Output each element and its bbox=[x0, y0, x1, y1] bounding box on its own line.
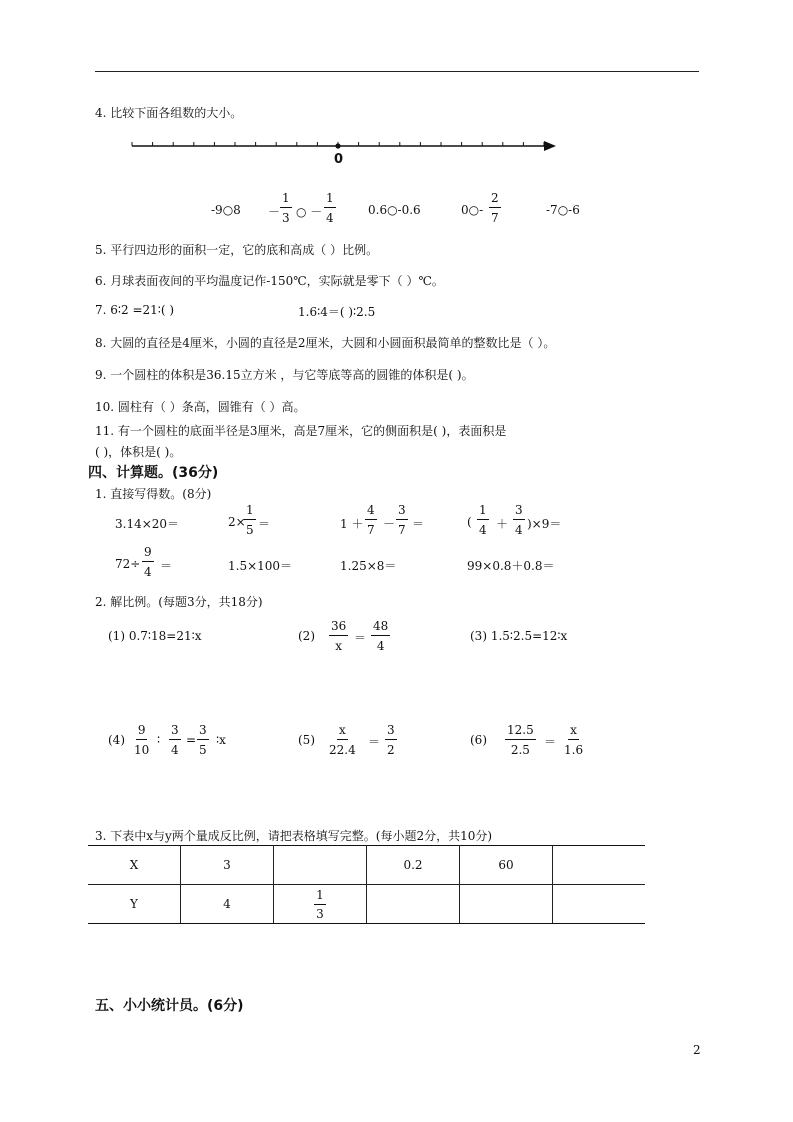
proportion-4-colon: ∶ bbox=[157, 733, 161, 747]
fraction: $\frac{1}{4}$ bbox=[326, 191, 334, 225]
fraction: $\frac{4}{7}$ bbox=[367, 503, 375, 537]
q4-title: 4. 比较下面各组数的大小。 bbox=[95, 106, 243, 120]
section5-title: 五、小小统计员。(6分) bbox=[95, 998, 244, 1014]
table-cell bbox=[274, 885, 367, 924]
fraction: $\frac{9}{4}$ bbox=[144, 545, 152, 579]
calc-d-pre: ( bbox=[467, 515, 472, 529]
compare-b-minus: － bbox=[268, 205, 281, 219]
proportion-5-eq: ＝ bbox=[368, 735, 381, 749]
table-cell: X bbox=[88, 846, 181, 885]
fraction: $\frac{1}{4}$ bbox=[479, 503, 487, 537]
compare-e: -7○-6 bbox=[546, 203, 580, 217]
fraction: $\frac{x}{1.6}$ bbox=[564, 723, 584, 757]
q5: 5. 平行四边形的面积一定，它的底和高成（ ）比例。 bbox=[95, 243, 379, 257]
fraction: $\frac{1}{3}$ bbox=[316, 888, 324, 921]
compare-b-mid: ○ － bbox=[296, 205, 323, 219]
fraction: $\frac{3}{4}$ bbox=[171, 723, 179, 757]
compare-c: 0.6○-0.6 bbox=[368, 203, 421, 217]
table-row bbox=[88, 846, 645, 885]
fraction: $\frac{3}{4}$ bbox=[515, 503, 523, 537]
proportion-2-label: (2) bbox=[298, 629, 315, 643]
proportion-6-eq: ＝ bbox=[544, 735, 557, 749]
page-number: 2 bbox=[693, 1043, 701, 1057]
table-cell: 3 bbox=[181, 846, 274, 885]
fraction: $\frac{3}{5}$ bbox=[199, 723, 207, 757]
section4-title: 四、计算题。(36分) bbox=[88, 465, 219, 481]
calc-e-pre: 72÷ bbox=[115, 557, 141, 571]
table-cell bbox=[367, 885, 460, 924]
calc-h: 99×0.8＋0.8＝ bbox=[467, 559, 555, 573]
calc-b-pre: 2× bbox=[228, 515, 246, 529]
table-cell: 60 bbox=[460, 846, 553, 885]
proportion-4-eq: = bbox=[186, 733, 197, 747]
fraction: $\frac{36}{x}$ bbox=[331, 619, 347, 653]
q11-line1: 11. 有一个圆柱的底面半径是3厘米，高是7厘米，它的侧面积是( )，表面积是 bbox=[95, 424, 507, 438]
proportion-2-eq: ＝ bbox=[354, 631, 367, 645]
fraction: $\frac{x}{22.4}$ bbox=[329, 723, 356, 757]
calc-d-post: )×9＝ bbox=[527, 517, 562, 531]
table-cell bbox=[460, 885, 553, 924]
fraction: $\frac{48}{4}$ bbox=[373, 619, 389, 653]
zero-label: 0 bbox=[334, 152, 344, 167]
q7a: 7. 6∶2 =21∶( ) bbox=[95, 303, 175, 317]
compare-d: 0○- bbox=[461, 203, 484, 217]
table-cell: 4 bbox=[181, 885, 274, 924]
compare-a: -9○8 bbox=[211, 203, 241, 217]
calc-b-post: ＝ bbox=[258, 517, 271, 531]
q7b: 1.6∶4＝( )∶2.5 bbox=[298, 305, 376, 319]
table-cell bbox=[553, 885, 646, 924]
proportion-4-post: ∶x bbox=[216, 733, 226, 747]
q9: 9. 一个圆柱的体积是36.15立方米 ，与它等底等高的圆锥的体积是( )。 bbox=[95, 368, 474, 382]
table-cell bbox=[553, 846, 646, 885]
fraction: $\frac{1}{3}$ bbox=[282, 191, 290, 225]
p1-title: 1. 直接写得数。(8分) bbox=[95, 487, 212, 501]
calc-f: 1.5×100＝ bbox=[228, 559, 293, 573]
calc-c-mid: － bbox=[383, 517, 396, 531]
calc-c-pre: 1 ＋ bbox=[340, 517, 364, 531]
fraction: $\frac{9}{10}$ bbox=[134, 723, 150, 757]
fraction: $\frac{1}{5}$ bbox=[246, 503, 254, 537]
table-row bbox=[88, 885, 645, 924]
calc-e-post: ＝ bbox=[160, 559, 173, 573]
q6: 6. 月球表面夜间的平均温度记作-150℃，实际就是零下（ ）℃。 bbox=[95, 274, 444, 288]
proportion-4-label: (4) bbox=[108, 733, 125, 747]
fraction: $\frac{3}{7}$ bbox=[398, 503, 406, 537]
calc-d-mid: ＋ bbox=[496, 517, 509, 531]
proportion-3: (3) 1.5∶2.5=12∶x bbox=[470, 629, 568, 643]
number-line bbox=[128, 136, 560, 166]
calc-a: 3.14×20＝ bbox=[115, 517, 180, 531]
q10: 10. 圆柱有（ ）条高，圆锥有（ ）高。 bbox=[95, 400, 306, 414]
q8: 8. 大圆的直径是4厘米，小圆的直径是2厘米，大圆和小圆面积最简单的整数比是（ ）。 bbox=[95, 336, 556, 350]
inverse-proportion-table bbox=[88, 845, 645, 924]
table-cell: Y bbox=[88, 885, 181, 924]
p2-title: 2. 解比例。(每题3分，共18分) bbox=[95, 595, 263, 609]
table-cell: 0.2 bbox=[367, 846, 460, 885]
calc-c-post: ＝ bbox=[412, 517, 425, 531]
proportion-6-label: (6) bbox=[470, 733, 487, 747]
proportion-1: (1) 0.7∶18=21∶x bbox=[108, 629, 202, 643]
table-cell bbox=[274, 846, 367, 885]
proportion-5-label: (5) bbox=[298, 733, 315, 747]
calc-g: 1.25×8＝ bbox=[340, 559, 397, 573]
fraction: $\frac{2}{7}$ bbox=[491, 191, 499, 225]
p3-title: 3. 下表中x与y两个量成反比例，请把表格填写完整。(每小题2分，共10分) bbox=[95, 829, 493, 843]
fraction: $\frac{12.5}{2.5}$ bbox=[507, 723, 534, 757]
fraction: $\frac{3}{2}$ bbox=[387, 723, 395, 757]
q11-line2: ( )，体积是( )。 bbox=[95, 445, 182, 459]
top-rule bbox=[95, 71, 699, 72]
